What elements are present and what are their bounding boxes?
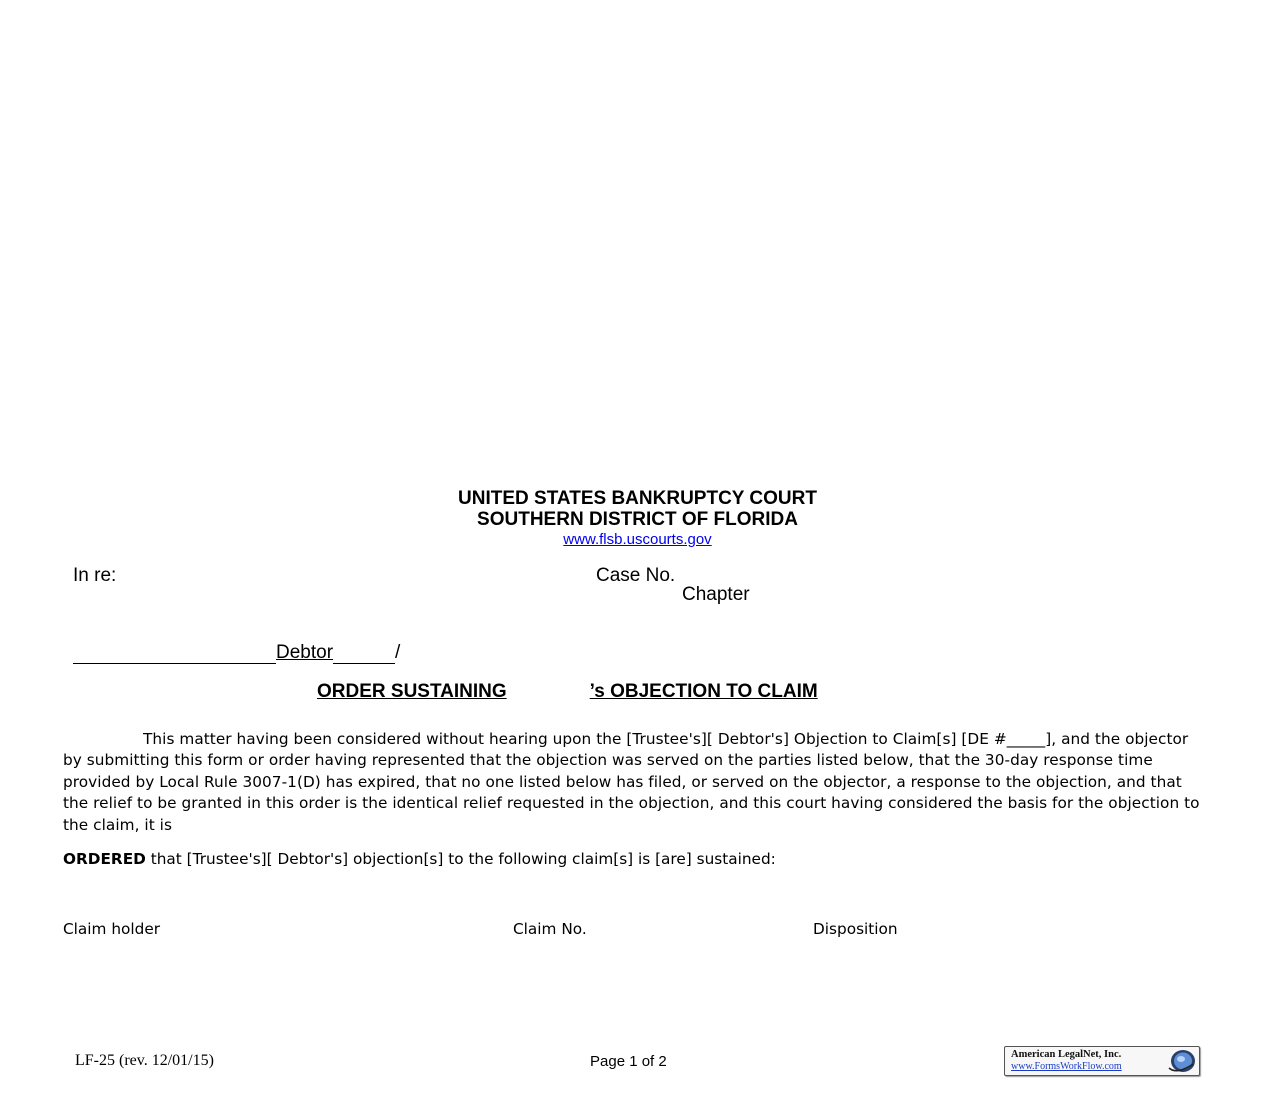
order-title bbox=[317, 681, 818, 703]
order-title-part1: ORDER SUSTAINING bbox=[317, 681, 507, 702]
american-legalnet-logo[interactable] bbox=[1004, 1046, 1200, 1076]
ordered-clause bbox=[63, 850, 776, 868]
ordered-bold: ORDERED bbox=[63, 850, 146, 868]
header-claim-no: Claim No. bbox=[513, 920, 587, 938]
court-district: SOUTHERN DISTRICT OF FLORIDA bbox=[477, 509, 798, 530]
court-website-link[interactable] bbox=[0, 531, 1275, 548]
court-name: UNITED STATES BANKRUPTCY COURT bbox=[458, 488, 817, 509]
in-re-label: In re: bbox=[73, 565, 117, 586]
court-website-text: www.flsb.uscourts.gov bbox=[563, 531, 712, 548]
debtor-slash: / bbox=[395, 642, 401, 663]
body-paragraph: This matter having been considered without hearing upon the [Trustee's][ Debtor's] Objection to Claim[s] [DE #_____], and the objector by submitting this form or order having represented that the objection was served on the parties listed below, that the 30-day response time provided by Local Rule 3007-1(D) has expired, that no one listed below has filed, or served on the objector, a response to the objection, and that the relief to be granted in this order is the identical relief requested in the objection, and this court having considered the basis for the objection to the claim, it is bbox=[63, 730, 1200, 834]
debtor-name-blank bbox=[73, 644, 276, 664]
header-claim-holder: Claim holder bbox=[63, 920, 161, 938]
debtor-line bbox=[73, 642, 400, 664]
ordered-text: that [Trustee's][ Debtor's] objection[s] to the following claim[s] is [are] sustained: bbox=[145, 850, 776, 868]
page-number: Page 1 of 2 bbox=[590, 1053, 667, 1070]
logo-company-name: American LegalNet, Inc. bbox=[1011, 1049, 1122, 1060]
order-title-part2: ’s OBJECTION TO CLAIM bbox=[589, 681, 818, 702]
chapter-label: Chapter bbox=[682, 584, 750, 605]
form-id: LF-25 (rev. 12/01/15) bbox=[75, 1052, 214, 1069]
debtor-trailing-blank bbox=[333, 644, 395, 664]
case-no-label: Case No. bbox=[596, 565, 676, 586]
debtor-label: Debtor bbox=[276, 642, 334, 663]
order-title-blank bbox=[507, 681, 590, 703]
header-disposition: Disposition bbox=[813, 920, 898, 938]
globe-icon bbox=[1163, 1048, 1197, 1074]
logo-website: www.FormsWorkFlow.com bbox=[1011, 1061, 1122, 1072]
